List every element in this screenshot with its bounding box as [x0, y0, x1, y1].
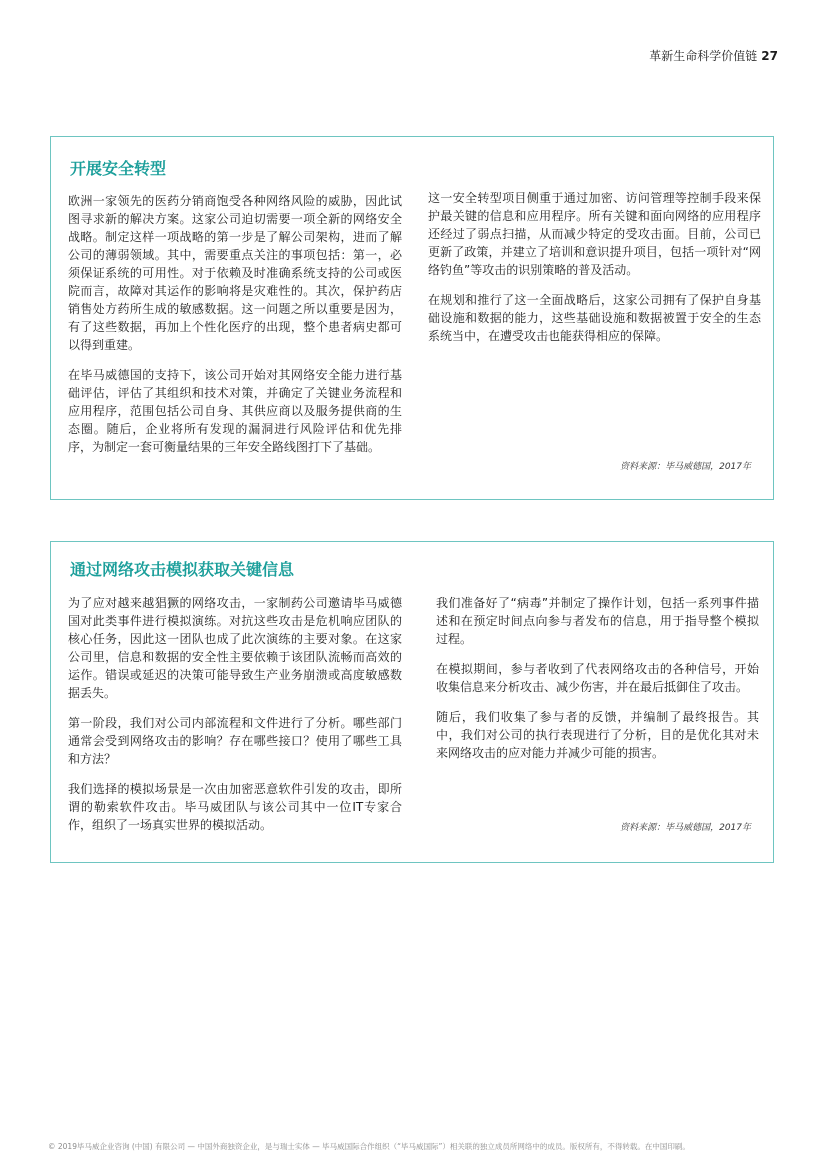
paragraph: 我们准备好了“病毒”并制定了操作计划，包括一系列事件描述和在预定时间点向参与者发布的信息，用于指导整个模拟过程。 [436, 596, 759, 646]
paragraph: 为了应对越来越猖獗的网络攻击，一家制药公司邀请毕马威德国对此类事件进行模拟演练。对抗这些攻击是危机响应团队的核心任务，因此这一团队也成了此次演练的主要对象。在这家公司里，信息和数据的安全性主要依赖于该团队流畅而高效的运作。错误或延迟的决策可能导致生产业务崩溃或高度敏感数据丢失。 [68, 596, 402, 700]
paragraph: 在毕马威德国的支持下，该公司开始对其网络安全能力进行基础评估，评估了其组织和技术对策，并确定了关键业务流程和应用程序，范围包括公司自身、其供应商以及服务提供商的生态圈。随后，企业将所有发现的漏洞进行风险评估和优先排序，为制定一套可衡量结果的三年安全路线图打下了基础。 [68, 368, 402, 454]
paragraph: 随后，我们收集了参与者的反馈，并编制了最终报告。其中，我们对公司的执行表现进行了分析，目的是优化其对未来网络攻击的应对能力并减少可能的损害。 [436, 710, 759, 760]
left-column [68, 192, 402, 468]
section-title: 开展安全转型 [70, 159, 167, 178]
page-header [649, 47, 778, 64]
paragraph: 第一阶段，我们对公司内部流程和文件进行了分析。哪些部门通常会受到网络攻击的影响？存在哪些接口？使用了哪些工具和方法？ [68, 716, 402, 766]
section-title: 通过网络攻击模拟获取关键信息 [70, 560, 295, 579]
page-number: 27 [761, 49, 778, 63]
left-column [68, 594, 402, 846]
case-study-box-security-transformation [50, 136, 774, 500]
source-note: 资料来源：毕马威德国，2017年 [620, 462, 751, 472]
paragraph: 欧洲一家领先的医药分销商饱受各种网络风险的威胁，因此试图寻求新的解决方案。这家公司迫切需要一项全新的网络安全战略。制定这样一项战略的第一步是了解公司架构，进而了解公司的薄弱领域。其中，需要重点关注的事项包括：第一，必须保证系统的可用性。对于依赖及时准确系统支持的公司或医院而言，故障对其运作的影响将是灾难性的。其次，保护药店销售处方药所生成的敏感数据。这一问题之所以重要是因为，有了这些数据，再加上个性化医疗的出现，整个患者病史都可以得到重建。 [68, 194, 402, 352]
case-study-box-cyber-attack-simulation [50, 541, 774, 863]
paragraph: 在规划和推行了这一全面战略后，这家公司拥有了保护自身基础设施和数据的能力，这些基础设施和数据被置于安全的生态系统当中，在遭受攻击也能获得相应的保障。 [428, 293, 761, 343]
paragraph: 在模拟期间，参与者收到了代表网络攻击的各种信号，开始收集信息来分析攻击、减少伤害，并在最后抵御住了攻击。 [436, 662, 759, 694]
paragraph: 这一安全转型项目侧重于通过加密、访问管理等控制手段来保护最关键的信息和应用程序。所有关键和面向网络的应用程序还经过了弱点扫描，从而减少特定的受攻击面。目前，公司已更新了政策，并建立了培训和意识提升项目，包括一项针对“网络钓鱼”等攻击的识别策略的普及活动。 [428, 191, 761, 277]
right-column [428, 189, 761, 357]
copyright-footer: © 2019毕马威企业咨询 (中国) 有限公司 — 中国外商独资企业，是与瑞士实体 — 毕马威国际合作组织（“毕马威国际”）相关联的独立成员所网络中的成员。版权所有，不得转载。在中国印刷。 [48, 1142, 690, 1151]
source-note: 资料来源：毕马威德国，2017年 [620, 823, 751, 833]
header-title: 革新生命科学价值链 [649, 49, 758, 63]
right-column [436, 594, 759, 774]
paragraph: 我们选择的模拟场景是一次由加密恶意软件引发的攻击，即所谓的勒索软件攻击。毕马威团队与该公司其中一位IT专家合作，组织了一场真实世界的模拟活动。 [68, 782, 402, 832]
